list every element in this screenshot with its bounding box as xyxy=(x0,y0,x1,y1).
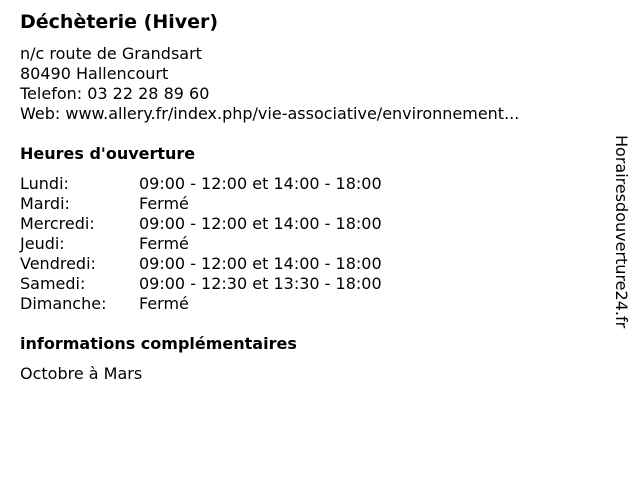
day-label: Lundi: xyxy=(20,174,69,193)
opening-hours-table xyxy=(20,174,382,314)
day-hours: 09:00 - 12:30 et 13:30 - 18:00 xyxy=(139,274,382,293)
additional-info-text: Octobre à Mars xyxy=(20,364,143,383)
day-hours: Fermé xyxy=(139,234,189,253)
additional-info-heading: informations complémentaires xyxy=(20,334,297,353)
day-hours: Fermé xyxy=(139,194,189,213)
street-address: n/c route de Grandsart xyxy=(20,44,202,63)
phone-number: Telefon: 03 22 28 89 60 xyxy=(20,84,210,103)
day-hours: Fermé xyxy=(139,294,189,313)
hours-row-friday xyxy=(20,254,382,274)
hours-row-sunday xyxy=(20,294,382,314)
day-hours: 09:00 - 12:00 et 14:00 - 18:00 xyxy=(139,214,382,233)
day-label: Dimanche: xyxy=(20,294,107,313)
day-hours: 09:00 - 12:00 et 14:00 - 18:00 xyxy=(139,254,382,273)
city-postal-code: 80490 Hallencourt xyxy=(20,64,169,83)
website-link[interactable]: Web: www.allery.fr/index.php/vie-associative/environnement... xyxy=(20,104,520,123)
opening-hours-heading: Heures d'ouverture xyxy=(20,144,196,163)
day-label: Jeudi: xyxy=(20,234,65,253)
hours-row-thursday xyxy=(20,234,382,254)
address-block xyxy=(20,44,519,124)
page-title: Déchèterie (Hiver) xyxy=(20,11,219,33)
day-label: Samedi: xyxy=(20,274,86,293)
hours-row-monday xyxy=(20,174,382,194)
hours-row-tuesday xyxy=(20,194,382,214)
day-label: Vendredi: xyxy=(20,254,96,273)
day-label: Mercredi: xyxy=(20,214,95,233)
day-label: Mardi: xyxy=(20,194,70,213)
hours-row-wednesday xyxy=(20,214,382,234)
hours-row-saturday xyxy=(20,274,382,294)
day-hours: 09:00 - 12:00 et 14:00 - 18:00 xyxy=(139,174,382,193)
site-watermark: Horairesdouverture24.fr xyxy=(612,135,631,329)
